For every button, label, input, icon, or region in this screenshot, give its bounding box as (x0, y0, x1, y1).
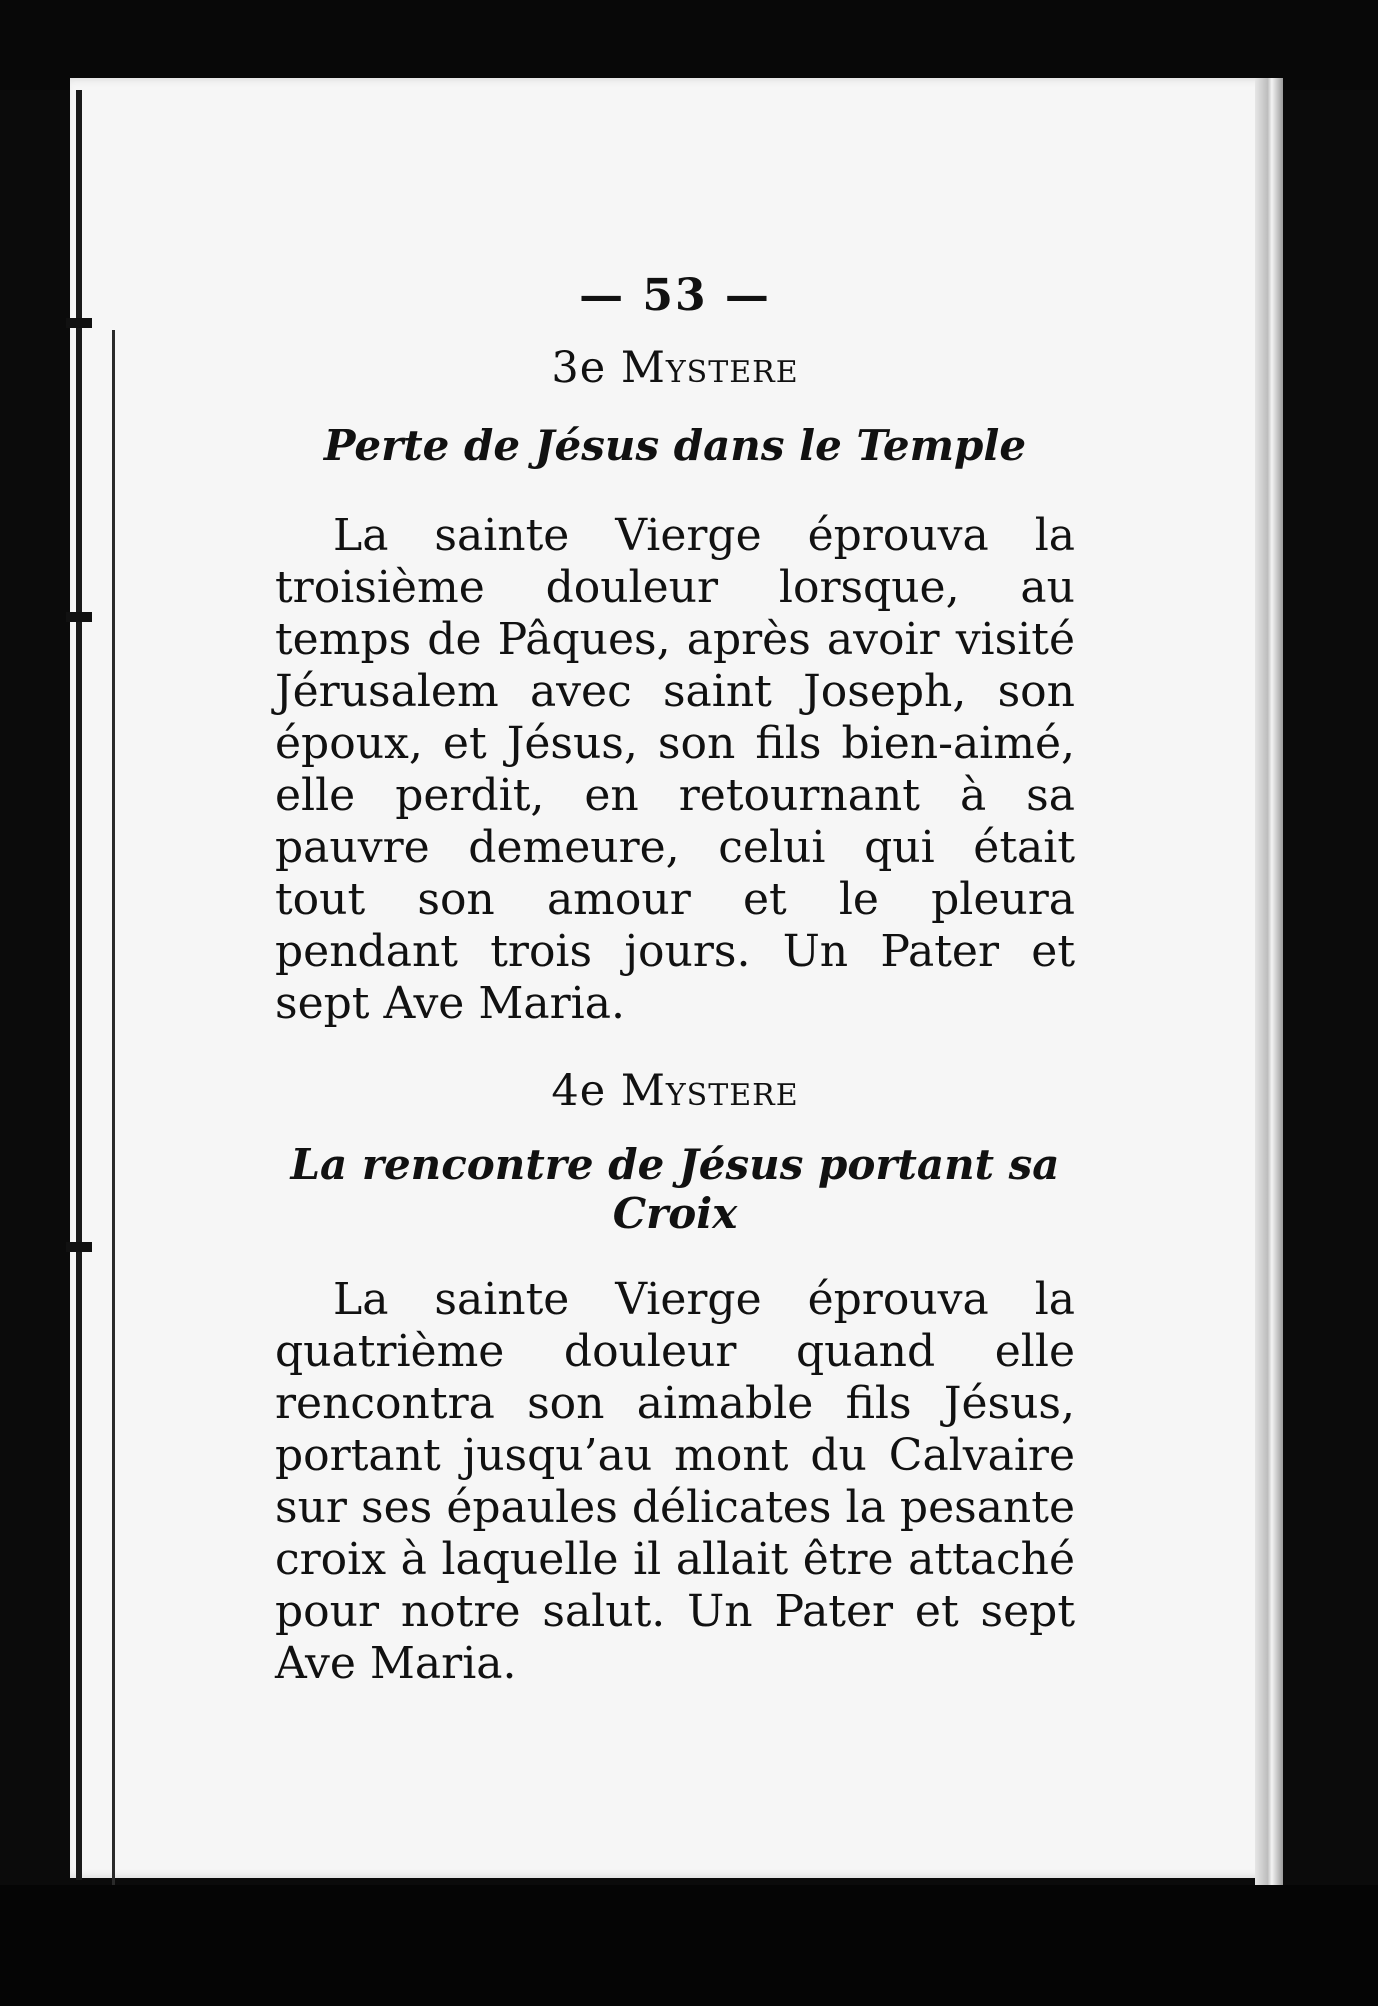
binding-stitch (66, 1242, 92, 1252)
mystery-paragraph: La sainte Vierge éprouva la troisième douleur lorsque, au temps de Pâques, après avoir visité Jérusalem avec saint Joseph, son époux, et Jésus, son fils bien-aimé, elle perdit, en retournant à sa pauvre demeure, celui qui était tout son amour et le pleura pendant trois jours. Un Pater et sept Ave Maria. (275, 510, 1075, 1029)
mystery-number: 3e (551, 343, 607, 393)
mystery-title: Perte de Jésus dans le Temple (323, 421, 1027, 470)
mystery-word: Mystere (620, 343, 799, 393)
mystery-paragraph: La sainte Vierge éprouva la quatrième douleur quand elle rencontra son aimable fils Jésus, portant jusqu’au mont du Calvaire sur ses épaules délicates la pesante croix à laquelle il allait être attaché pour notre salut. Un Pater et sept Ave Maria. (275, 1274, 1075, 1689)
scan-background-top (0, 0, 1378, 90)
mystery-title: La rencontre de Jésus portant sa Croix (290, 1140, 1060, 1238)
binding-fold (112, 330, 115, 1890)
mystery-word: Mystere (620, 1066, 799, 1116)
binding-stitch (66, 612, 92, 622)
page-number: — 53 — (579, 270, 771, 321)
binding-stitch (66, 318, 92, 328)
binding-spine (76, 90, 82, 1880)
scan-background-bottom (0, 1885, 1378, 2006)
page-edge (1255, 78, 1283, 1888)
mystery-number: 4e (551, 1066, 607, 1116)
page-content (275, 270, 1075, 1726)
mystery-heading (275, 1066, 1075, 1116)
mystery-heading (275, 343, 1075, 393)
